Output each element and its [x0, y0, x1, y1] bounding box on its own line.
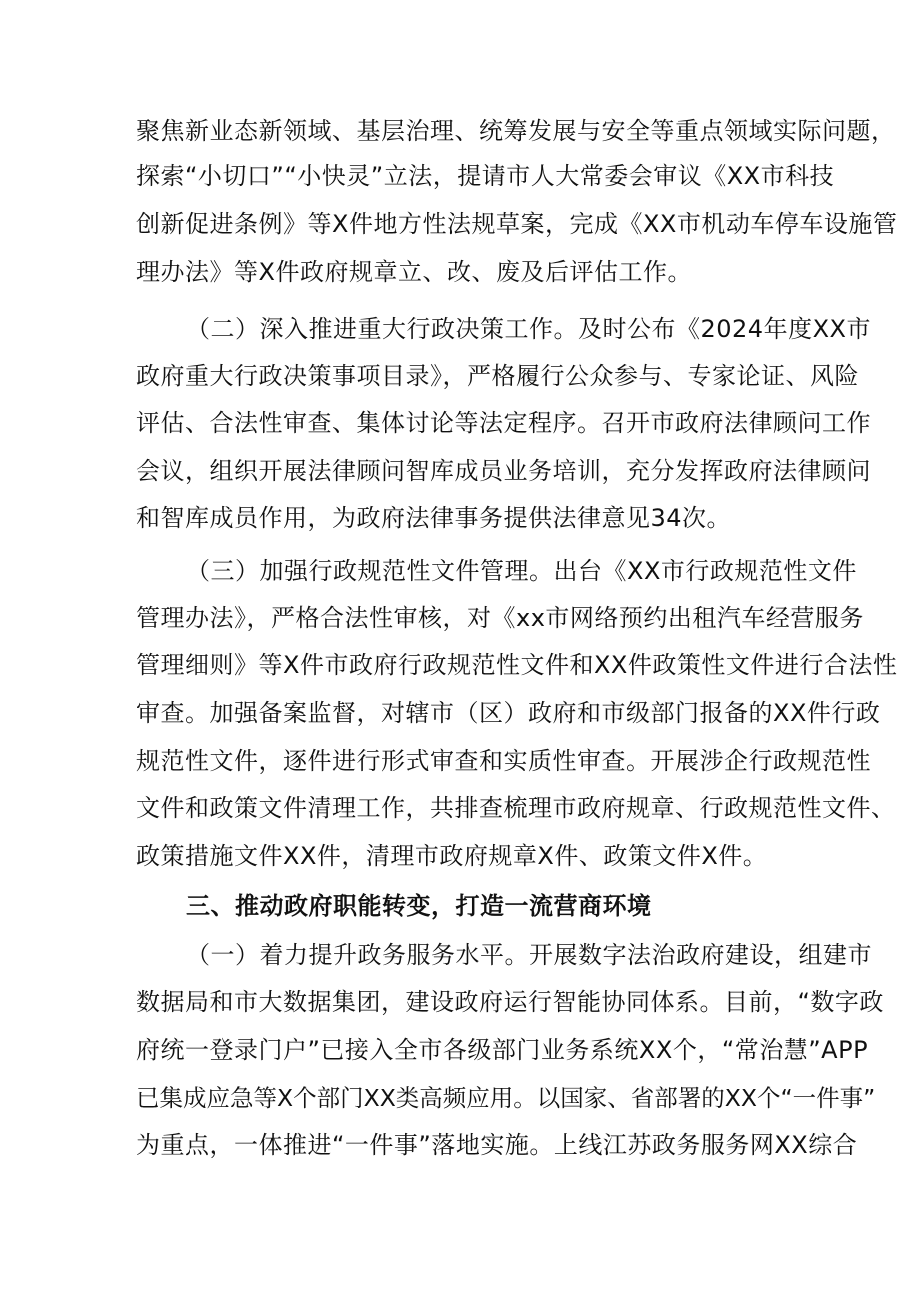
paragraph-line: 管理细则》等X件市政府行政规范性文件和XX件政策性文件进行合法性	[136, 651, 898, 679]
paragraph-line: 已集成应急等X个部门XX类高频应用。以国家、省部署的XX个“一件事”	[136, 1084, 876, 1112]
paragraph-line: 理办法》等X件政府规章立、改、废及后评估工作。	[136, 258, 692, 286]
section-heading: 三、推动政府职能转变，打造一流营商环境	[186, 892, 652, 920]
paragraph-line: 会议，组织开展法律顾问智库成员业务培训，充分发挥政府法律顾问	[136, 457, 871, 485]
paragraph-line: 创新促进条例》等X件地方性法规草案，完成《XX市机动车停车设施管	[136, 210, 898, 238]
paragraph-line: 数据局和市大数据集团，建设政府运行智能协同体系。目前，“数字政	[136, 988, 884, 1016]
paragraph-line: 聚焦新业态新领域、基层治理、统筹发展与安全等重点领域实际问题，	[136, 117, 896, 145]
paragraph-line: 府统一登录门户”已接入全市各级部门业务系统XX个，“常治慧”APP	[136, 1036, 869, 1064]
paragraph-line: 规范性文件，逐件进行形式审查和实质性审查。开展涉企行政规范性	[136, 747, 871, 775]
paragraph-line: （一）着力提升政务服务水平。开展数字法治政府建设，组建市	[186, 941, 872, 969]
paragraph-line: 文件和政策文件清理工作，共排查梳理市政府规章、行政规范性文件、	[136, 794, 896, 822]
paragraph-line: （二）深入推进重大行政决策工作。及时公布《2024年度XX市	[186, 315, 871, 343]
paragraph-line: 和智库成员作用，为政府法律事务提供法律意见34次。	[136, 504, 732, 532]
paragraph-line: 评估、合法性审查、集体讨论等法定程序。召开市政府法律顾问工作	[136, 409, 871, 437]
paragraph-line: 政府重大行政决策事项目录》，严格履行公众参与、专家论证、风险	[136, 362, 859, 390]
paragraph-line: 管理办法》，严格合法性审核，对《xx市网络预约出租汽车经营服务	[136, 604, 864, 632]
paragraph-line: 政策措施文件XX件，清理市政府规章X件、政策文件X件。	[136, 842, 768, 870]
paragraph-line: 探索“小切口”“小快灵”立法，提请市人大常委会审议《XX市科技	[136, 162, 835, 190]
paragraph-line: （三）加强行政规范性文件管理。出台《XX市行政规范性文件	[186, 557, 857, 585]
paragraph-line: 审查。加强备案监督，对辖市（区）政府和市级部门报备的XX件行政	[136, 699, 881, 727]
paragraph-line: 为重点，一体推进“一件事”落地实施。上线江苏政务服务网XX综合	[136, 1131, 858, 1159]
